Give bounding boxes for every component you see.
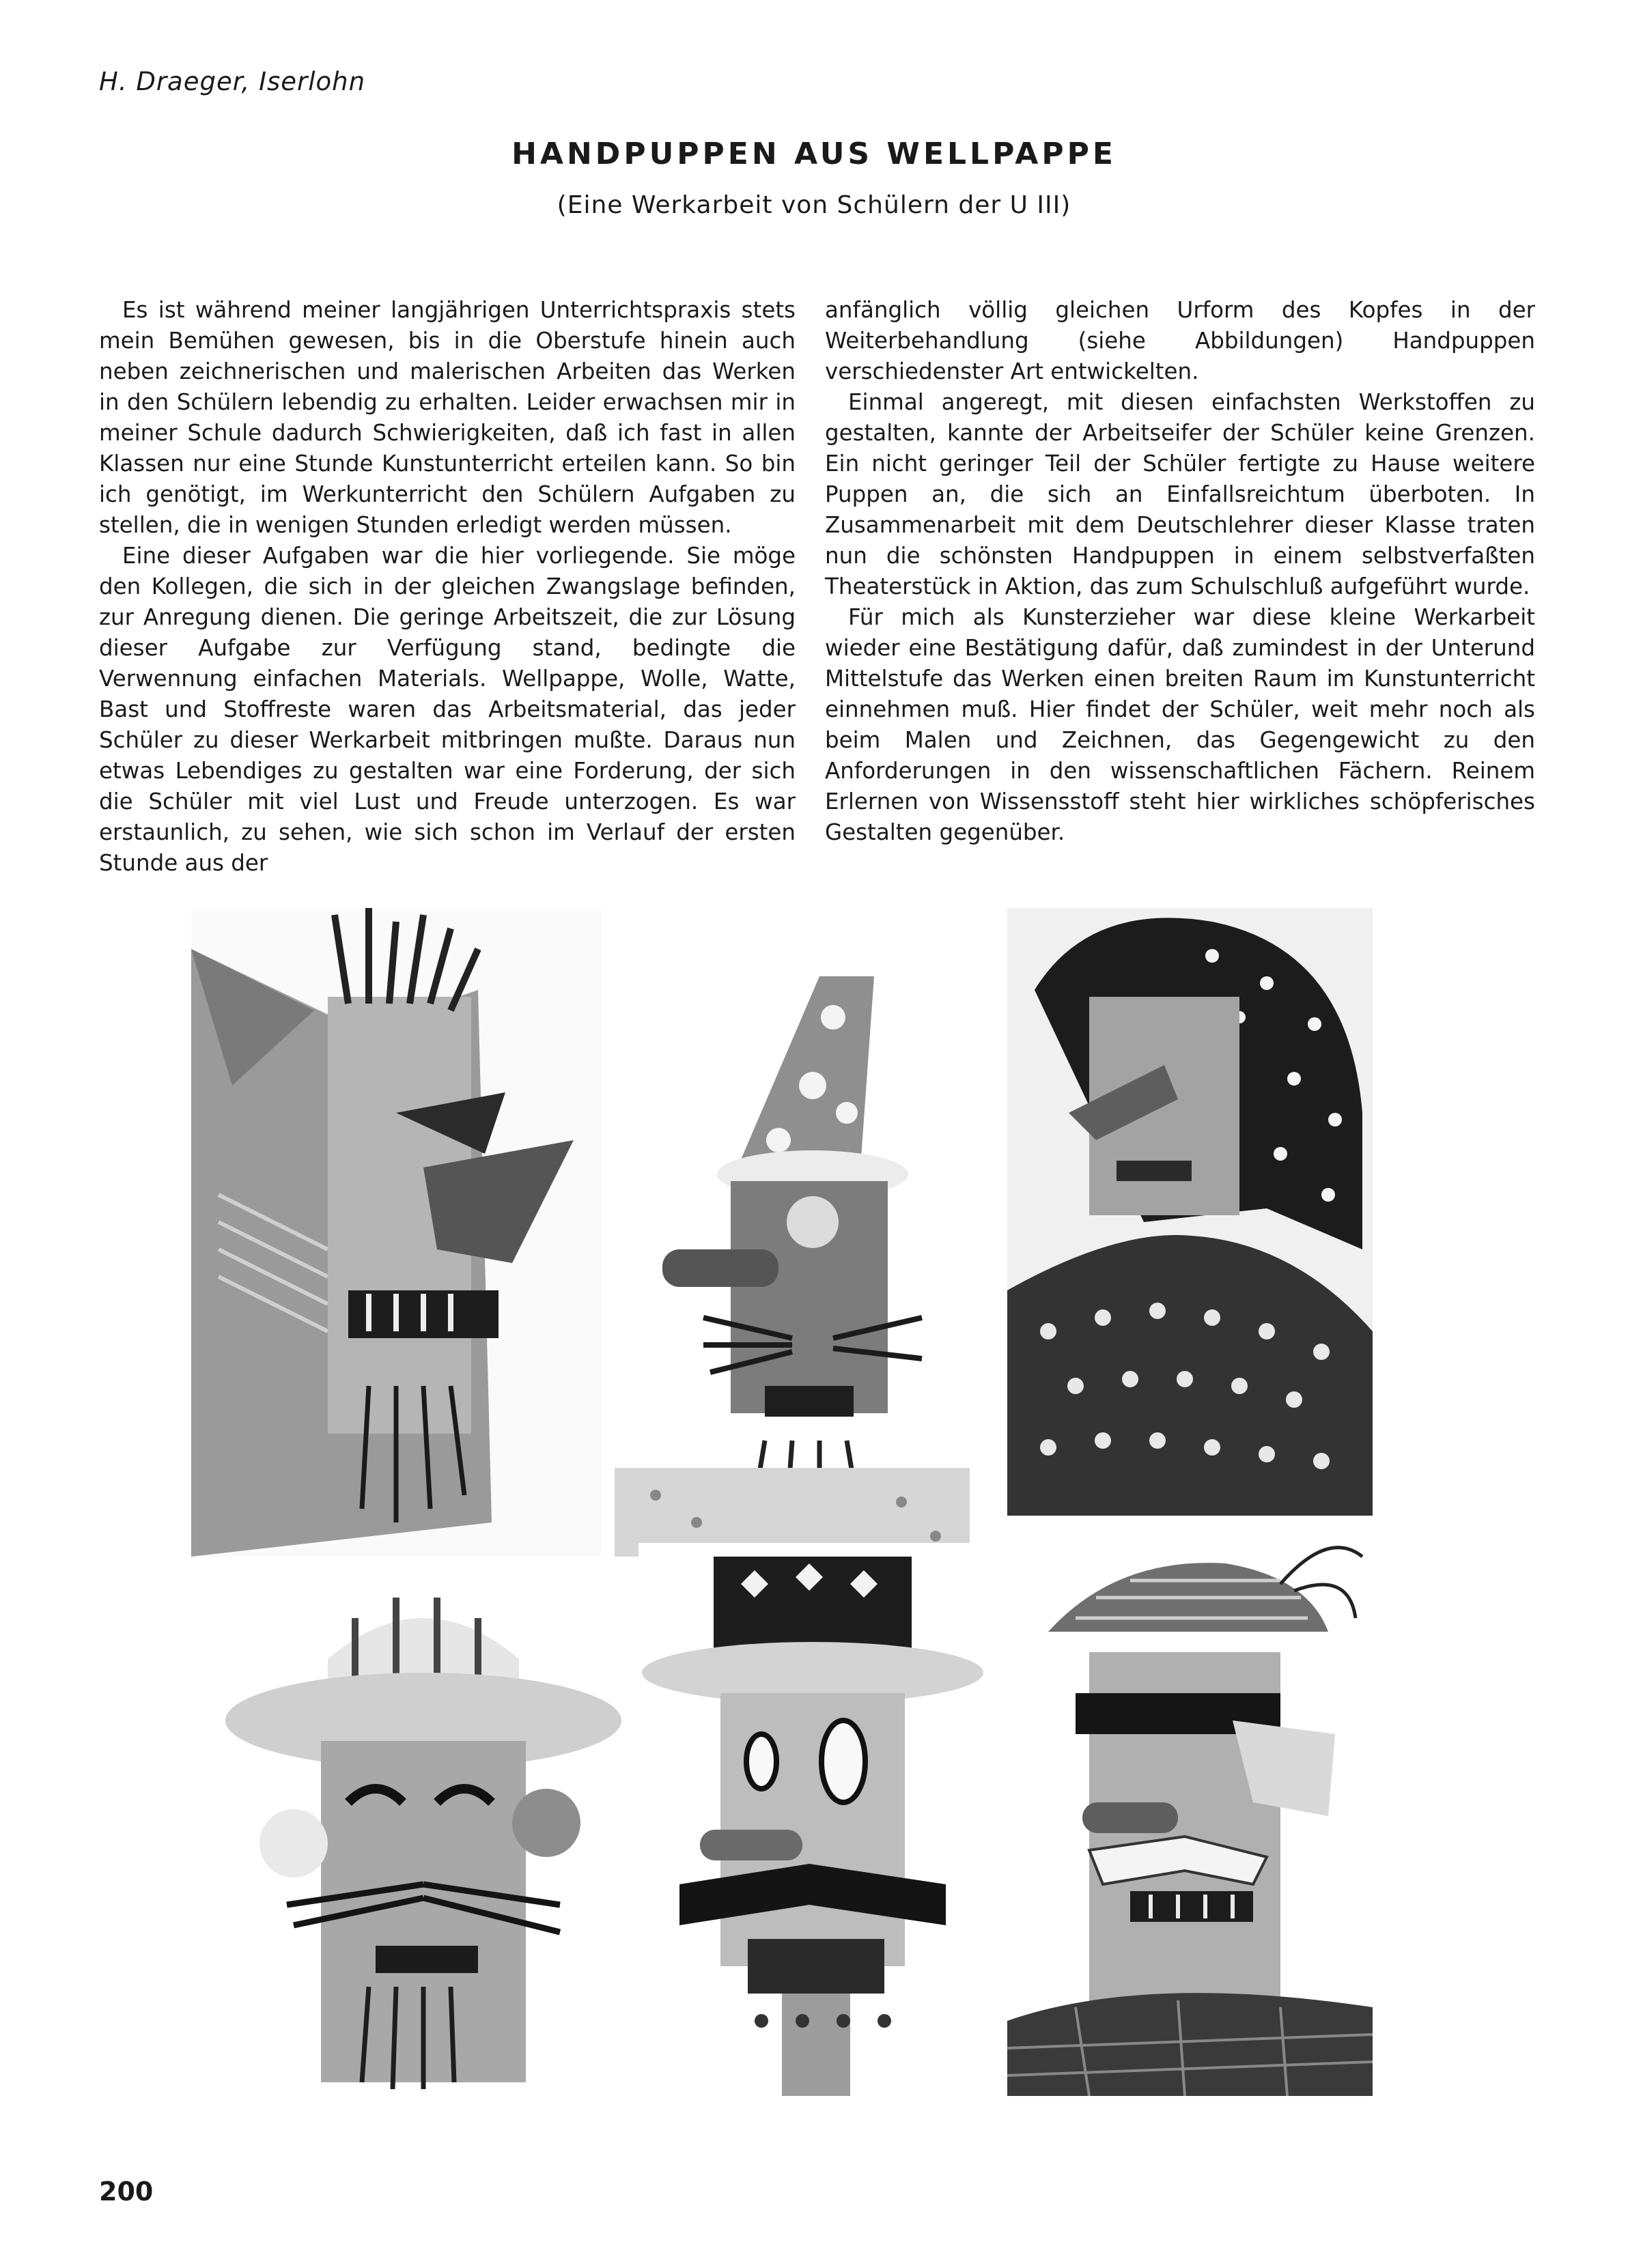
paragraph: Für mich als Kunsterzieher war diese kleine Werkarbeit wieder eine Bestätigung dafür, daß zumindest in der Unterund Mittelstufe das Werken einen breiten Raum im Kunstunterricht einnehmen muß. Hier findet der Schüler, weit mehr noch als beim Malen und Zeichnen, das Gegengewicht zu den Anforderungen in den wissenschaftlichen Fächern. Reinem Erlernen von Wissensstoff steht hier wirkliches schöpferisches Gestalten gegenüber. [825,604,1535,845]
article-subtitle: (Eine Werkarbeit von Schülern der U III) [557,191,1071,219]
text-column-left [99,295,796,879]
puppet-striped-cap-image [219,1577,628,2096]
puppet-clown-image [615,976,970,1557]
article-title: HANDPUPPEN AUS WELLPAPPE [511,137,1117,171]
paragraph: Einmal angeregt, mit diesen einfachsten Werkstoffen zu gestalten, kannte der Arbeitseifer der Schüler keine Grenzen. Ein nicht geringer Teil der Schüler fertigte zu Hause weitere Puppen an, die sich an Einfallsreichtum überboten. In Zusammenarbeit mit dem Deutschlehrer dieser Klasse traten nun die schönsten Handpuppen in einem selbstverfaßten Theaterstück in Aktion, das zum Schulschluß aufgeführt wurde. [825,389,1535,599]
puppet-spiky-hair-image [191,908,601,1557]
puppet-photo-straw-hat [1007,1529,1373,2096]
paragraph: Eine dieser Aufgaben war die hier vorliegende. Sie möge den Kollegen, die sich in der gleichen Zwangslage befinden, zur Anregung dienen. Die geringe Arbeitszeit, die zur Lösung dieser Aufgabe zur Verfügung stand, bedingte die Verwennung einfachen Materials. Wellpappe, Wolle, Watte, Bast und Stoffreste waren das Arbeitsmaterial, das jeder Schüler zu dieser Werkarbeit mitbringen mußte. Daraus nun etwas Lebendiges zu gestalten war eine Forderung, der sich die Schüler mit viel Lust und Freude unterzogen. Es war erstaunlich, zu sehen, wie sich schon im Verlauf der ersten Stunde aus der [99,543,796,876]
puppet-witch-image [1007,908,1373,1516]
author-line: H. Draeger, Iserlohn [99,67,366,96]
text-column-right [825,295,1535,848]
page-number: 200 [99,2177,154,2207]
puppet-photo-spiky-hair [191,908,601,1557]
puppet-photo-witch [1007,908,1373,1516]
puppet-photo-top-hat [638,1543,994,2096]
puppet-photo-clown [615,976,970,1557]
paragraph: anfänglich völlig gleichen Urform des Kopfes in der Weiterbehandlung (siehe Abbildungen) Handpuppen verschiedenster Art entwickelten. [825,297,1535,384]
paragraph: Es ist während meiner langjährigen Unterrichtspraxis stets mein Bemühen gewesen, bis in die Oberstufe hinein auch neben zeichnerischen und malerischen Arbeiten das Werken in den Schülern lebendig zu erhalten. Leider erwachsen mir in meiner Schule dadurch Schwierigkeiten, daß ich fast in allen Klassen nur eine Stunde Kunstunterricht erteilen kann. So bin ich genötigt, im Werkunterricht den Schülern Aufgaben zu stellen, die in wenigen Stunden erledigt werden müssen. [99,297,796,538]
puppet-top-hat-image [638,1543,994,2096]
puppet-photo-striped-cap [219,1577,628,2096]
puppet-straw-hat-image [1007,1529,1373,2096]
puppet-photo-grid [191,908,1373,2096]
